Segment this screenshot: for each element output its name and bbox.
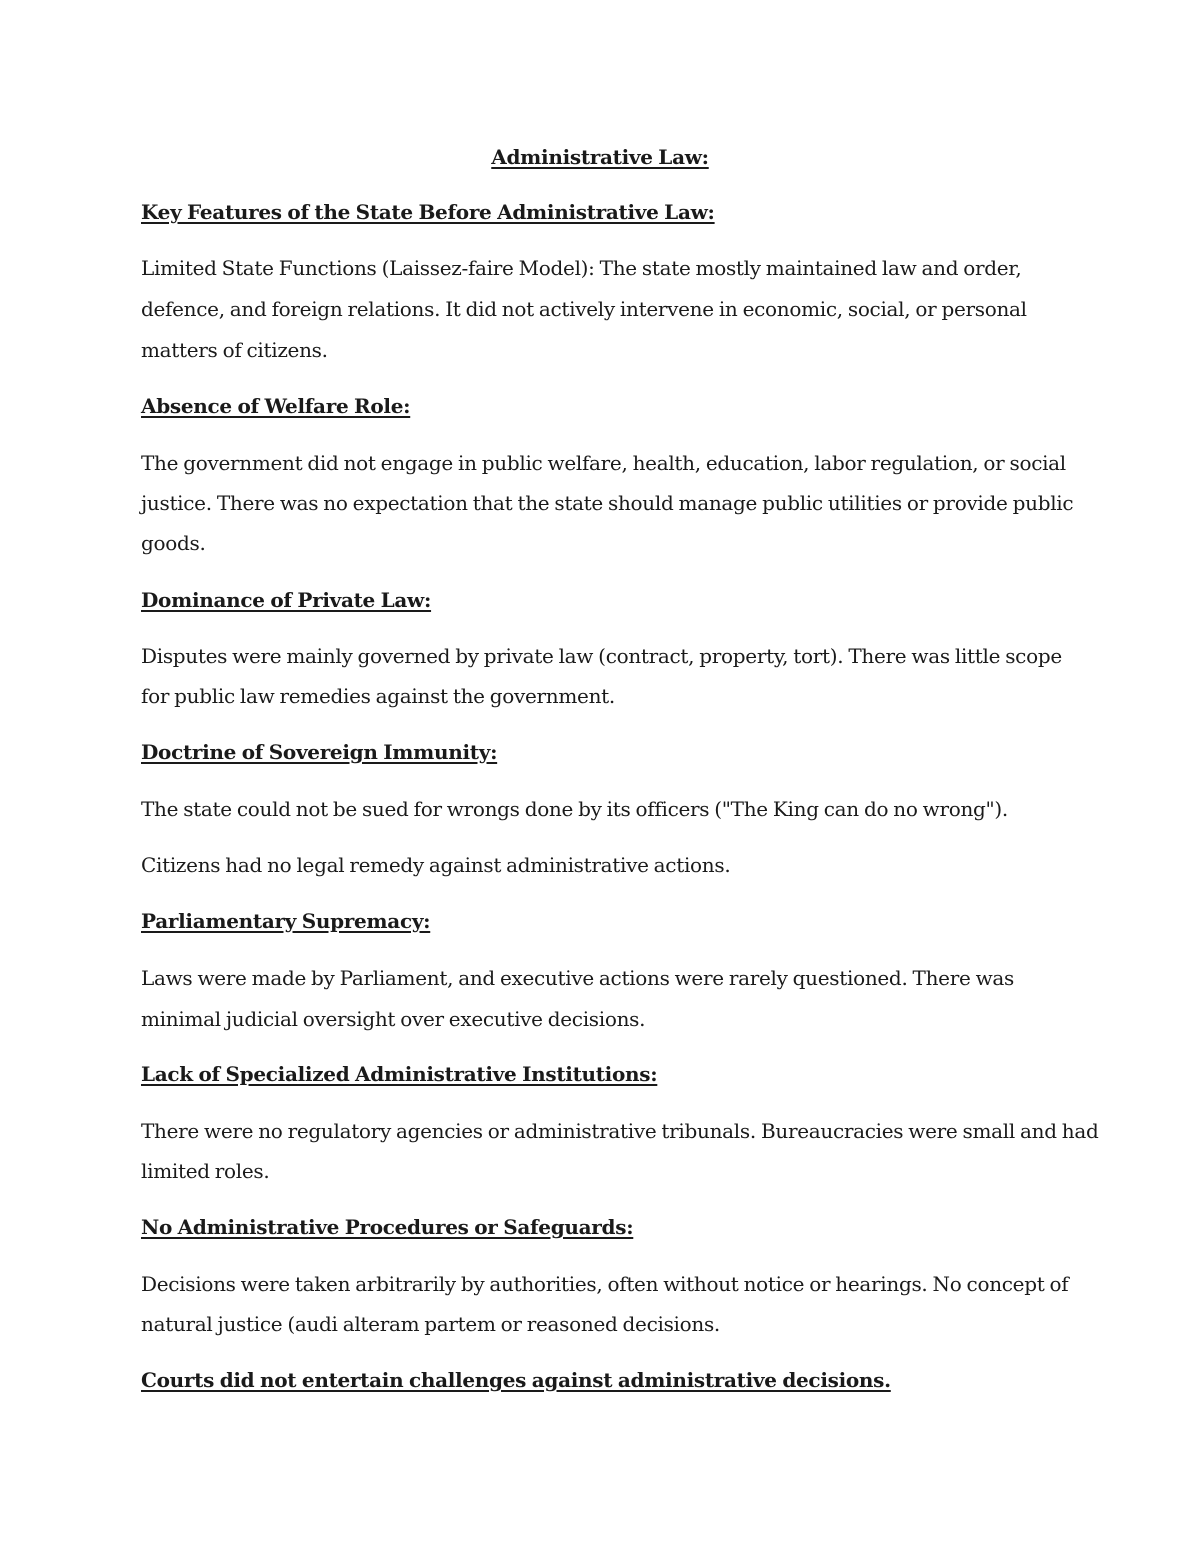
heading-dominance-of-private-law: Dominance of Private Law: [141, 588, 432, 612]
heading-doctrine-of-sovereign-immunity: Doctrine of Sovereign Immunity: [141, 740, 498, 764]
intro-text-line: defence, and foreign relations. It did not actively intervene in economic, social, or personal [141, 297, 1027, 321]
paragraph-line: The government did not engage in public welfare, health, education, labor regulation, or social [141, 451, 1066, 475]
heading-courts-did-not-entertain: Courts did not entertain challenges against administrative decisions. [141, 1368, 891, 1392]
paragraph-line: There were no regulatory agencies or administrative tribunals. Bureaucracies were small and had [141, 1119, 1099, 1143]
heading-absence-of-welfare-role: Absence of Welfare Role: [141, 394, 411, 418]
paragraph-line: Laws were made by Parliament, and executive actions were rarely questioned. There was [141, 966, 1014, 990]
intro-text-line: Limited State Functions (Laissez-faire Model): The state mostly maintained law and order, [141, 256, 1022, 280]
paragraph-line: goods. [141, 531, 206, 555]
paragraph-line: for public law remedies against the government. [141, 684, 615, 708]
heading-lack-of-specialized-institutions: Lack of Specialized Administrative Institutions: [141, 1062, 658, 1086]
paragraph-line: Disputes were mainly governed by private law (contract, property, tort). There was little scope [141, 644, 1062, 668]
paragraph-line: Citizens had no legal remedy against administrative actions. [141, 853, 731, 877]
paragraph-line: natural justice (audi alteram partem or reasoned decisions. [141, 1312, 720, 1336]
paragraph-line: minimal judicial oversight over executive decisions. [141, 1007, 646, 1031]
paragraph-line: limited roles. [141, 1159, 270, 1183]
paragraph-line: Decisions were taken arbitrarily by authorities, often without notice or hearings. No concept of [141, 1272, 1069, 1296]
heading-no-administrative-procedures: No Administrative Procedures or Safeguards: [141, 1215, 634, 1239]
document-title: Administrative Law: [491, 145, 709, 169]
section-heading: Key Features of the State Before Administrative Law: [141, 200, 715, 224]
paragraph-line: The state could not be sued for wrongs done by its officers ("The King can do no wrong"). [141, 797, 1008, 821]
heading-parliamentary-supremacy: Parliamentary Supremacy: [141, 909, 431, 933]
intro-text-line: matters of citizens. [141, 338, 328, 362]
paragraph-line: justice. There was no expectation that the state should manage public utilities or provide public [141, 491, 1074, 515]
